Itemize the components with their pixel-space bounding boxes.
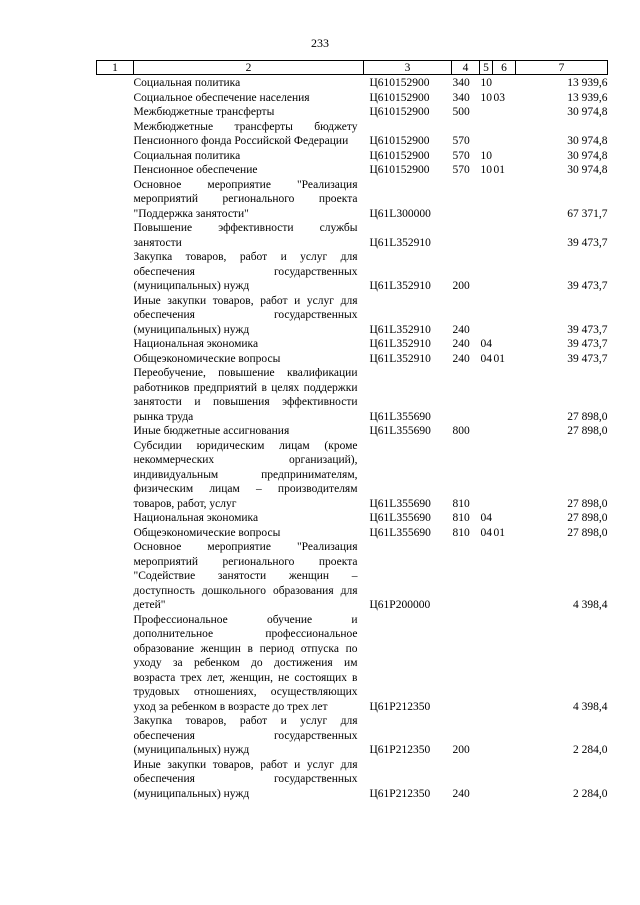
cell-c6 [493,178,516,222]
cell-c6 [493,120,516,149]
cell-amount: 4 398,4 [573,599,608,611]
table-row [97,337,608,352]
header-cell-2: 2 [134,61,364,75]
cell-empty [97,613,134,715]
cell-empty [97,337,134,352]
cell-amount: 2 284,0 [573,787,608,800]
cell-code: Ц61P212350 [369,787,431,800]
cell-code: Ц61L355690 [369,526,431,539]
cell-empty [97,250,134,294]
cell-name: Национальная экономика [133,338,259,350]
cell-empty [97,105,134,120]
table-row [97,178,608,222]
cell-amount: 39 473,7 [567,352,608,365]
cell-code: Ц61L352910 [369,352,431,365]
cell-c6 [493,366,516,424]
cell-empty [97,366,134,424]
cell-name: Основное мероприятие "Реализация мероприятий регионального проекта "Поддержка занятости" [133,178,358,220]
header-row [97,61,608,75]
header-cell-7: 7 [516,61,608,75]
cell-amount: 27 898,0 [567,497,608,510]
cell-empty [97,758,134,802]
cell-c6 [493,75,516,91]
cell-c6 [493,221,516,250]
cell-empty [97,526,134,541]
cell-c6 [493,337,516,352]
cell-c4: 810 [452,497,470,510]
cell-code: Ц610152900 [369,135,430,147]
cell-empty [97,294,134,338]
header-cell-4: 4 [452,61,480,75]
cell-c4: 810 [452,526,470,539]
table-row [97,439,608,512]
cell-c5 [480,105,493,120]
cell-code: Ц610152900 [369,77,430,89]
cell-c4: 240 [452,352,470,365]
cell-c6 [493,424,516,439]
cell-c5: 10 [480,91,492,104]
cell-c4: 200 [452,744,470,756]
cell-c4 [452,366,480,424]
table-row [97,526,608,541]
table-row [97,75,608,91]
cell-c5: 10 [480,149,492,162]
cell-empty [97,352,134,367]
table-row [97,511,608,526]
table-body [97,75,608,802]
cell-empty [97,120,134,149]
header-cell-3: 3 [364,61,452,75]
cell-name: Основное мероприятие "Реализация мероприятий регионального проекта "Содействие занятости женщин – доступность дошкольного образования для детей" [133,541,358,611]
cell-amount: 39 473,7 [567,236,608,249]
table-row [97,540,608,613]
cell-code: Ц61L352910 [369,236,431,249]
table-header [97,61,608,75]
cell-amount: 30 974,8 [567,149,608,162]
cell-c6 [493,439,516,512]
cell-empty [97,75,134,91]
cell-c5 [480,178,493,222]
cell-c6: 01 [493,352,505,365]
cell-c6 [493,758,516,802]
cell-name: Закупка товаров, работ и услуг для обеспечения государственных (муниципальных) нужд [133,715,358,756]
table-row [97,758,608,802]
cell-c6: 01 [493,164,505,176]
cell-amount: 39 473,7 [567,338,608,350]
page-number: 233 [311,36,329,50]
cell-name: Переобучение, повышение квалификации работников предприятий в целях поддержки занятости и повышения эффективности рынка труда [133,367,358,423]
cell-amount: 2 284,0 [573,744,608,756]
table-row [97,149,608,164]
cell-amount: 27 898,0 [567,512,608,524]
cell-code: Ц610152900 [369,91,430,104]
cell-amount: 30 974,8 [567,135,608,147]
cell-code: Ц61P212350 [369,744,431,756]
cell-amount: 27 898,0 [567,425,608,437]
header-cell-6: 6 [493,61,516,75]
cell-name: Профессиональное обучение и дополнительное профессиональное образование женщин в период отпуска по уходу за ребенком до достижения им возраста трех лет, женщин, не состоящих в трудовых отношениях, осуществляющих уход за ребенком в возрасте до трех лет [133,613,358,713]
cell-amount: 13 939,6 [567,77,608,89]
cell-c5 [480,250,493,294]
cell-c5 [480,758,493,802]
cell-c4 [452,540,480,613]
cell-c4: 500 [452,106,470,118]
cell-empty [97,91,134,106]
cell-amount: 30 974,8 [567,164,608,176]
cell-name: Повышение эффективности службы занятости [133,222,358,249]
table-row [97,91,608,106]
cell-c5 [480,120,493,149]
cell-code: Ц61P200000 [369,599,431,611]
cell-name: Пенсионное обеспечение [133,164,258,176]
cell-name: Иные закупки товаров, работ и услуг для обеспечения государственных (муниципальных) нужд [133,294,358,336]
cell-c6 [493,714,516,758]
cell-c4: 200 [452,280,470,292]
table-row [97,294,608,338]
table-row [97,250,608,294]
cell-name: Социальная политика [133,77,241,89]
cell-empty [97,424,134,439]
cell-code: Ц61L355690 [369,497,431,510]
cell-c4 [452,221,480,250]
cell-c5: 04 [480,512,492,524]
cell-c6 [493,149,516,164]
cell-empty [97,178,134,222]
cell-c6 [493,613,516,715]
cell-c4: 340 [452,91,470,104]
cell-c5: 04 [480,526,492,539]
cell-c6: 01 [493,526,505,539]
cell-c6 [493,511,516,526]
cell-c4: 570 [452,149,470,162]
cell-code: Ц61L355690 [369,410,431,423]
table-row [97,424,608,439]
cell-c4 [452,613,480,715]
cell-name: Социальное обеспечение населения [133,91,310,104]
cell-amount: 67 371,7 [567,207,608,220]
cell-amount: 30 974,8 [567,106,608,118]
cell-name: Иные закупки товаров, работ и услуг для обеспечения государственных (муниципальных) нужд [133,758,358,800]
cell-amount: 27 898,0 [567,410,608,423]
cell-c4: 340 [452,77,470,89]
header-cell-5: 5 [480,61,493,75]
cell-name: Межбюджетные трансферты бюджету Пенсионного фонда Российской Федерации [133,120,358,147]
table-row [97,366,608,424]
cell-name: Межбюджетные трансферты [133,106,275,118]
cell-code: Ц61L352910 [369,323,431,336]
cell-name: Национальная экономика [133,512,259,524]
cell-c5 [480,294,493,338]
cell-c5 [480,221,493,250]
cell-amount: 13 939,6 [567,91,608,104]
table-row [97,105,608,120]
cell-c5: 10 [480,77,492,89]
budget-table [96,60,608,801]
cell-code: Ц61L355690 [369,425,431,437]
cell-name: Субсидии юридическим лицам (кроме некоммерческих организаций), индивидуальным предпринимателям, физическим лицам – производителям товаров, работ, услуг [133,439,358,510]
table-row [97,221,608,250]
cell-amount: 39 473,7 [567,323,608,336]
cell-c6: 03 [493,91,505,104]
cell-empty [97,149,134,164]
cell-name: Общеэкономические вопросы [133,526,281,539]
cell-name: Иные бюджетные ассигнования [133,425,290,437]
table-row [97,352,608,367]
cell-amount: 27 898,0 [567,526,608,539]
table-row [97,714,608,758]
cell-code: Ц61P212350 [369,700,431,713]
cell-c4: 810 [452,512,470,524]
cell-c4: 570 [452,135,470,147]
cell-name: Социальная политика [133,149,241,162]
cell-c6 [493,250,516,294]
cell-c5 [480,366,493,424]
cell-c6 [493,105,516,120]
cell-c5 [480,613,493,715]
cell-empty [97,714,134,758]
cell-c5: 04 [480,338,492,350]
table-row [97,613,608,715]
table-row [97,163,608,178]
cell-amount: 4 398,4 [573,700,608,713]
cell-c4: 570 [452,164,470,176]
cell-name: Закупка товаров, работ и услуг для обеспечения государственных (муниципальных) нужд [133,251,358,292]
cell-c5 [480,424,493,439]
cell-c5 [480,439,493,512]
cell-code: Ц61L300000 [369,207,431,220]
cell-empty [97,221,134,250]
cell-code: Ц61L355690 [369,512,431,524]
table-row [97,120,608,149]
cell-c5 [480,714,493,758]
cell-c4: 800 [452,425,470,437]
cell-amount: 39 473,7 [567,280,608,292]
cell-c6 [493,294,516,338]
header-cell-1: 1 [97,61,134,75]
cell-name: Общеэкономические вопросы [133,352,281,365]
cell-c5: 10 [480,164,492,176]
cell-code: Ц610152900 [369,164,430,176]
cell-empty [97,540,134,613]
cell-c4: 240 [452,338,470,350]
cell-c5: 04 [480,352,492,365]
cell-c4: 240 [452,323,470,336]
cell-code: Ц610152900 [369,149,430,162]
cell-empty [97,511,134,526]
cell-empty [97,163,134,178]
cell-code: Ц61L352910 [369,338,431,350]
cell-c4 [452,178,480,222]
cell-c6 [493,540,516,613]
cell-c4: 240 [452,787,470,800]
cell-code: Ц610152900 [369,106,430,118]
cell-empty [97,439,134,512]
cell-c5 [480,540,493,613]
cell-code: Ц61L352910 [369,280,431,292]
